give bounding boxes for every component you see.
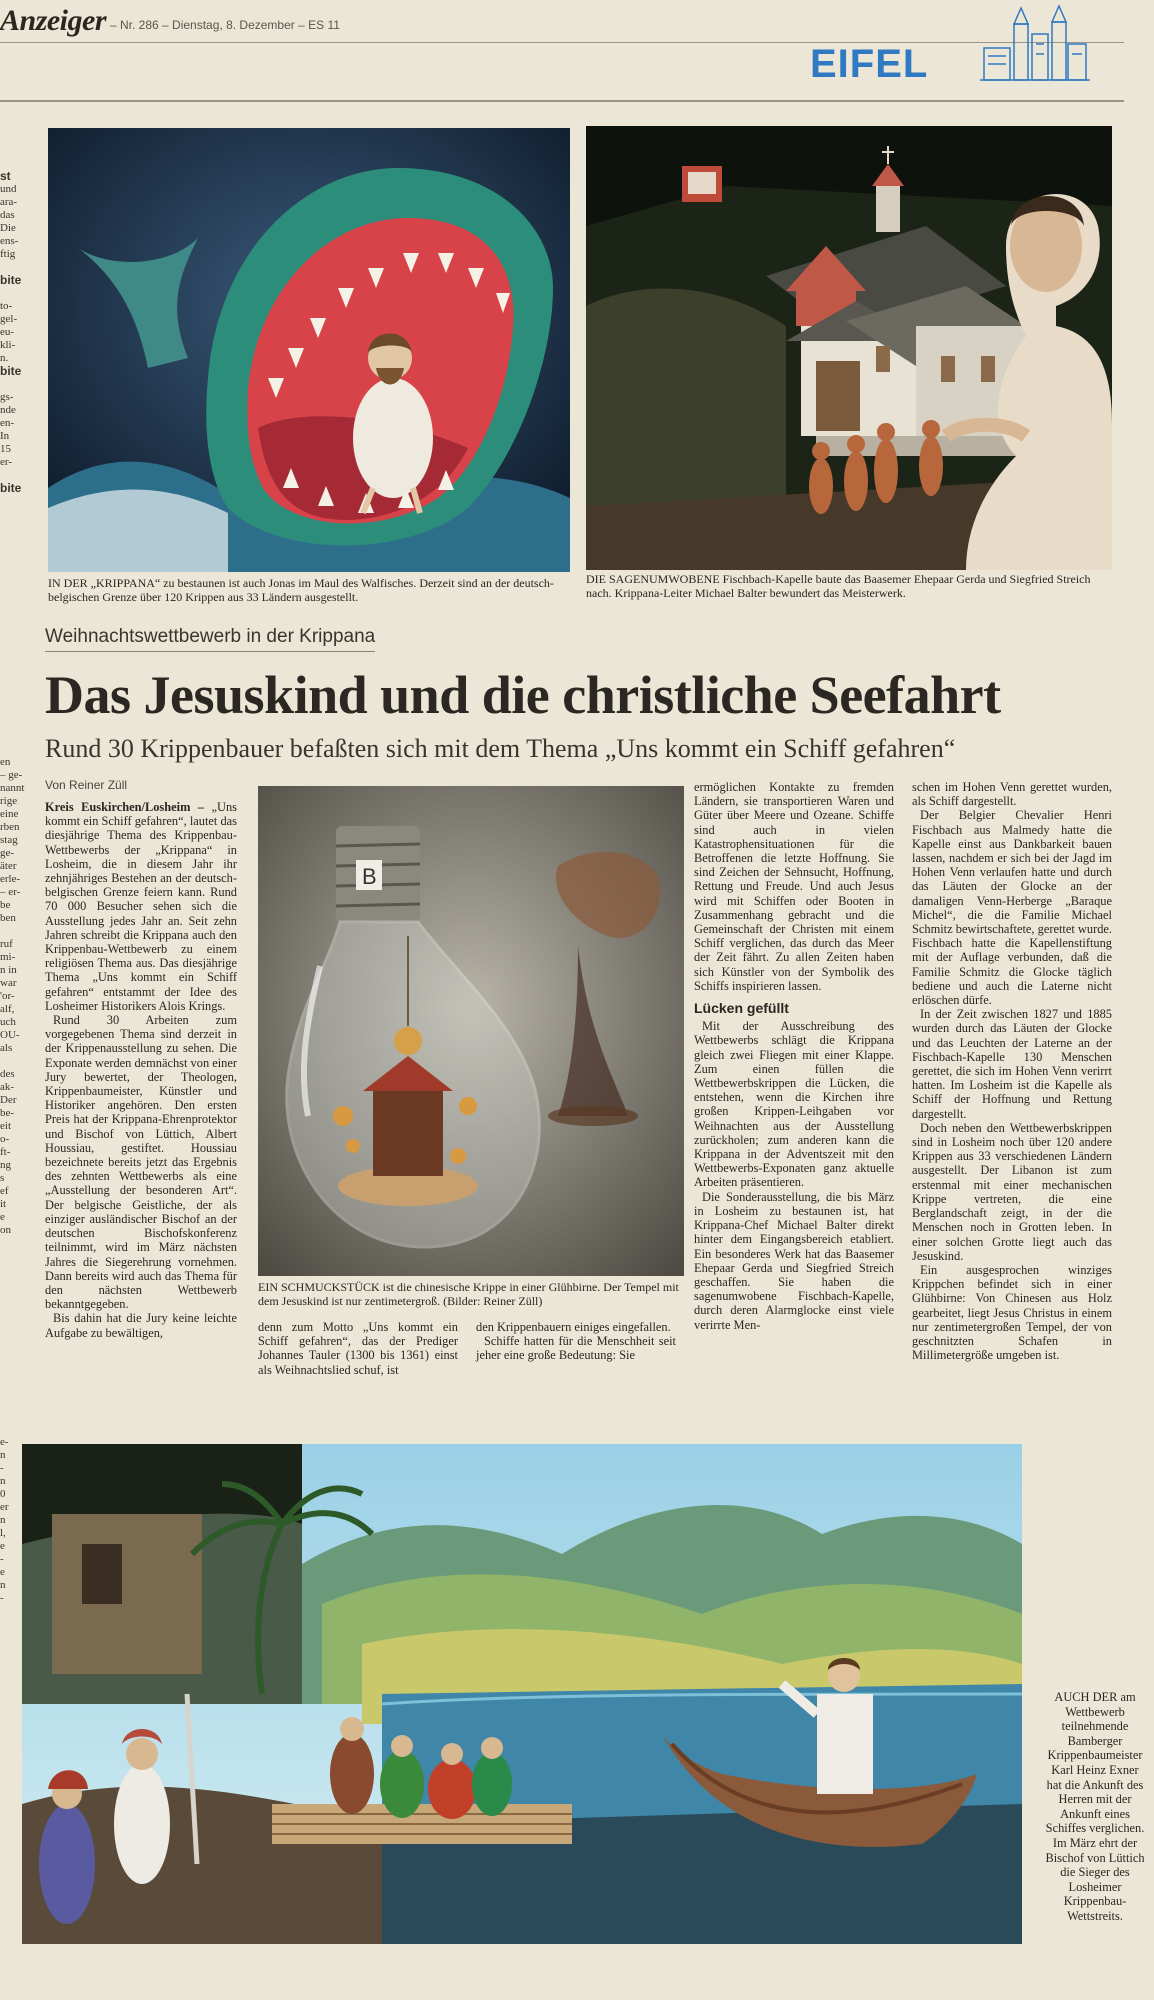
neighbour-text-fragment: -: [0, 1592, 4, 1604]
neighbour-text-fragment: Der: [0, 1094, 17, 1106]
neighbour-text-fragment: on: [0, 1224, 11, 1236]
neighbour-text-fragment: bite: [0, 273, 22, 287]
neighbour-text-fragment: l,: [0, 1527, 6, 1539]
bulb-label: B: [362, 864, 377, 889]
neighbour-text-fragment: er: [0, 1501, 9, 1513]
neighbour-text-fragment: OU-: [0, 1029, 20, 1041]
neighbour-text-fragment: e-: [0, 1436, 9, 1448]
neighbour-text-fragment: ng: [0, 1159, 11, 1171]
article-paragraph: Schiffe hatten für die Menschheit seit jeher eine große Bedeutung: Sie: [476, 1334, 676, 1363]
lightbulb-photo: [258, 786, 684, 1276]
article-paragraph: Doch neben den Wettbewerbskrippen sind in Losheim noch über 120 andere Krippen aus 33 verschiedenen Ländern ausgestellt. Der Libanon ist zum erstenmal mit einer mechanischen Krippe vertreten, die eine Berglandschaft zeigt, in der die Menschen noch in Grotten leben. In einer solchen Grotte liegt auch das Jesuskind.: [912, 1120, 1112, 1263]
issue-info: – Nr. 286 – Dienstag, 8. Dezember – ES 11: [110, 18, 340, 32]
article-subheading: Lücken gefüllt: [694, 1000, 789, 1017]
neighbour-text-fragment: n: [0, 1449, 6, 1461]
neighbour-text-fragment: das: [0, 209, 15, 221]
neighbour-text-fragment: ara-: [0, 196, 18, 208]
article-subhead: Rund 30 Krippenbauer befaßten sich mit dem Thema „Uns kommt ein Schiff gefahren“: [45, 734, 956, 763]
neighbour-text-fragment: s: [0, 1172, 5, 1184]
neighbour-text-fragment: st: [0, 170, 11, 183]
top-rule: [0, 100, 1124, 102]
neighbour-text-fragment: ef: [0, 1185, 9, 1197]
article-headline: Das Jesuskind und die christliche Seefahrt: [45, 665, 1001, 725]
neighbour-text-fragment: uch: [0, 1016, 16, 1028]
neighbour-text-fragment: stag: [0, 834, 18, 846]
neighbour-text-fragment: n: [0, 1475, 6, 1487]
neighbour-text-fragment: alf,: [0, 1003, 15, 1015]
neighbour-text-fragment: n.: [0, 352, 9, 364]
article-paragraph: Die Sonderausstellung, die bis März in Losheim zu bestaunen ist, hat Krippana-Chef Michael Balter direkt hinter dem Eingangsbereich etabliert. Ein besonderes Werk hat das Baasemer Ehepaar Gerda und Siegfried Streich geschaffen. Sie haben die sagenumwobene Fischbach-Kapelle, durch deren Alarmglocke einst viele verirrte Men-: [694, 1189, 894, 1332]
lightbulb-photo-caption: EIN SCHMUCKSTÜCK ist die chinesische Krippe in einer Glühbirne. Der Tempel mit dem Jesuskind ist nur zentimetergroß. (Bilder: Reiner Züll): [258, 1280, 679, 1308]
neighbour-text-fragment: war: [0, 977, 17, 989]
fischbach-chapel-illustration: [586, 126, 1112, 570]
neighbour-text-fragment: und: [0, 183, 17, 195]
neighbour-text-fragment: -: [0, 1462, 4, 1474]
neighbour-text-fragment: erle-: [0, 873, 21, 885]
city-skyline-icon: [980, 4, 1090, 84]
article-paragraph: Rund 30 Arbeiten zum vorgegebenen Thema sind derzeit in der Krippenausstellung zu sehen. Die Exponate werden demnächst von einer Jury bewertet, der Theologen, Krippenbaumeister, Künstler und Historiker angehören. Den ersten Preis hat der Krippana-Ehrenprotektor und Bischof von Lüttich, Albert Houssiau, gestiftet. Houssiau bezeichnete bereits jetzt das Ergebnis des zehnten Wettbewerbs als eine „Ausstellung der besonderen Art“. Der belgische Geistliche, der als einziger ausländischer Bischof an der deutschen Bischofskonferenz teilnimmt, wird im März nächsten Jahres die Siegerehrung vornehmen. Dann bereits wird auch das Thema für den nächsten Wettbewerb bekanntgegeben.: [45, 1013, 237, 1312]
neighbour-text-fragment: gel-: [0, 313, 18, 325]
neighbour-text-fragment: [0, 925, 36, 938]
jesus-boat-scene-illustration: [22, 1444, 1022, 1944]
article-column-2: [258, 1320, 458, 1377]
neighbour-text-fragment: – ge-: [0, 769, 23, 781]
neighbour-text-fragment: e: [0, 1540, 5, 1552]
section-title: EIFEL: [810, 42, 929, 86]
neighbour-text-fragment: 0: [0, 1488, 6, 1500]
neighbour-text-fragment: it: [0, 1198, 7, 1210]
jonas-whale-illustration: [48, 128, 570, 572]
article-column-4: [694, 780, 894, 1332]
article-paragraph: „Uns kommt ein Schiff gefahren“, lautet das diesjährige Thema des Krippenbau-Wettbewerbs der „Krippana“ in Losheim, die in diesem Jahr ihr zehnjähriges Bestehen an der deutsch-belgischen Grenze feiern kann. Rund 70 000 Besucher sehen sich die Ausstellung jedes Jahr an. Seit zehn Jahren schreibt die Krippana auch den Krippenbau-Wettbewerb zu einem religiösen Thema aus. Das diesjährige Thema „Uns kommt ein Schiff gefahren“ entstammt der Idee des Losheimer Historikers Alois Krings.: [45, 800, 237, 1013]
neighbour-text-fragment: 'or-: [0, 990, 15, 1002]
neighbour-text-fragment: ens-: [0, 235, 19, 247]
masthead: [0, 0, 1154, 100]
neighbour-text-fragment: rige: [0, 795, 18, 807]
article-kicker: Weihnachtswettbewerb in der Krippana: [45, 626, 375, 652]
chapel-photo: [586, 126, 1112, 570]
whale-photo-caption: IN DER „KRIPPANA“ zu bestaunen ist auch Jonas im Maul des Walfisches. Derzeit sind an der deutsch-belgischen Grenze über 120 Krippen aus 33 Ländern ausgestellt.: [48, 576, 554, 604]
whale-photo: [48, 128, 570, 572]
neighbour-text-fragment: er-: [0, 456, 12, 468]
neighbour-text-fragment: e: [0, 1211, 5, 1223]
neighbour-text-fragment: 15: [0, 443, 11, 455]
newspaper-logo: Anzeiger: [0, 4, 107, 37]
article-paragraph: In der Zeit zwischen 1827 und 1885 wurden durch das Läuten der Glocke und das Leuchten der Laterne an der Fischbach-Kapelle 130 Menschen gerettet, die sich im Hohen Venn verirrt hatten. Im Losheim ist die Kapelle als Schiff der Hoffnung und Rettung dargestellt.: [912, 1007, 1112, 1121]
neighbour-text-fragment: des: [0, 1068, 15, 1080]
neighbour-text-fragment: Die: [0, 222, 16, 234]
boat-photo-caption: AUCH DER am Wettbewerb teilnehmende Bamberger Krippenbaumeister Karl Heinz Exner hat die Ankunft des Herren mit der Ankunft eines Schiffes verglichen. Im März ehrt der Bischof von Lüttich die Sieger des Losheimer Krippenbau-Wettstreits.: [1045, 1690, 1145, 1923]
neighbour-text-fragment: n: [0, 1579, 6, 1591]
neighbour-text-fragment: n in: [0, 964, 17, 976]
neighbour-text-fragment: kli-: [0, 339, 16, 351]
neighbour-text-fragment: bite: [0, 364, 22, 378]
article-paragraph: denn zum Motto „Uns kommt ein Schiff gefahren“, das der Prediger Johannes Tauler (1300 bis 1361) einst als Weihnachtslied schuf, ist: [258, 1320, 458, 1377]
neighbour-text-fragment: als: [0, 1042, 13, 1054]
neighbour-text-fragment: be-: [0, 1107, 15, 1119]
article-paragraph: Bis dahin hat die Jury keine leichte Aufgabe zu bewältigen,: [45, 1311, 237, 1340]
lightbulb-crib-illustration: [258, 786, 684, 1276]
article-paragraph: Ein ausgesprochen winziges Krippchen befindet sich in einer Glühbirne: Von Chinesen aus Holz gearbeitet, liegt Jesus Christus in einem nur zentimetergroßen Tempel, der von geschnitzten Schafen in Millimetergröße umgeben ist.: [912, 1262, 1112, 1363]
neighbour-text-fragment: -: [0, 1553, 4, 1565]
neighbour-text-fragment: eit: [0, 1120, 11, 1132]
article-paragraph: den Krippenbauern einiges eingefallen.: [476, 1320, 671, 1334]
neighbour-text-fragment: nde: [0, 404, 16, 416]
neighbour-text-fragment: ak-: [0, 1081, 15, 1093]
neighbour-text-fragment: mi-: [0, 951, 16, 963]
masthead-rule: [0, 42, 1124, 43]
neighbour-text-fragment: en-: [0, 417, 15, 429]
neighbour-text-fragment: bite: [0, 481, 22, 495]
article-paragraph: schen im Hohen Venn gerettet wurden, als Schiff dargestellt.: [912, 780, 1112, 809]
neighbour-text-fragment: – er-: [0, 886, 21, 898]
boat-photo: [22, 1444, 1022, 1944]
neighbour-column-top: [0, 170, 36, 630]
article-byline: Von Reiner Züll: [45, 778, 128, 792]
article-paragraph: Mit der Ausschreibung des Wettbewerbs schlägt die Krippana gleich zwei Fliegen mit einer Klappe. Zum einen füllen die Wettbewerbskrippen die Lücken, die entstehen, wenn die Kirchen ihre großen Krippen-Leihgaben vor Weihnachten aus der Ausstellung zurückholen; zum anderen kann die Krippana in der Adventszeit mit den Wettbewerbs-Exponaten ganz aktuelle Arbeiten präsentieren.: [694, 1019, 894, 1190]
article-column-1: [45, 800, 237, 1340]
chapel-photo-caption: DIE SAGENUMWOBENE Fischbach-Kapelle baute das Baasemer Ehepaar Gerda und Siegfried Streich nach. Krippana-Leiter Michael Balter bewundert das Meisterwerk.: [586, 572, 1091, 600]
article-paragraph: Der Belgier Chevalier Henri Fischbach aus Malmedy hatte die Kapelle einst aus Dankbarkeit bauen lassen, nachdem er sich bei der Jagd im Hohen Venn verlaufen hatte und durch das Läuten der Glocke an der damaligen Venn-Herberge „Baraque Michel“, die die Familie Michael Schmitz bewirtschaftete, gerettet wurde. Fischbach hatte die Kapellenstiftung mit der Auflage verbunden, daß die Familie Schmitz die Glocke täglich bediene und auch die Laterne nicht erlöschen dürfe.: [912, 808, 1112, 1008]
neighbour-text-fragment: nannt: [0, 782, 25, 794]
neighbour-text-fragment: be: [0, 899, 11, 911]
neighbour-text-fragment: gs-: [0, 391, 14, 403]
article-paragraph: ermöglichen Kontakte zu fremden Ländern, sie transportieren Waren und Güter über Meere und Ozeane. Schiffe sind auch in vielen Katastrophensituationen für die Betroffenen die letzte Hoffnung. Sie sind Zeichen der Sehnsucht, Hoffnung, Rettung und Freude. Und auch Jesus wird mit Schiffen oder Booten in Zusammenhang gebracht und die Gemeinschaft der Christen mit einem Schiff verglichen, das durch das Meer der Zeit fährt. Zu allen Zeiten haben sich Künstler von der Symbolik des Schiffs inspirieren lassen.: [694, 780, 894, 993]
neighbour-text-fragment: n: [0, 1514, 6, 1526]
neighbour-text-fragment: to-: [0, 300, 13, 312]
neighbour-text-fragment: en: [0, 756, 11, 768]
neighbour-text-fragment: [0, 1055, 36, 1068]
article-column-3: [476, 1320, 676, 1363]
neighbour-text-fragment: ruf: [0, 938, 13, 950]
neighbour-text-fragment: ftig: [0, 248, 16, 260]
article-column-5: [912, 780, 1112, 1362]
neighbour-text-fragment: rben: [0, 821, 20, 833]
neighbour-text-fragment: [0, 378, 36, 391]
neighbour-text-fragment: e: [0, 1566, 5, 1578]
neighbour-text-fragment: In: [0, 430, 10, 442]
neighbour-column-middle: [0, 756, 36, 1376]
neighbour-text-fragment: ben: [0, 912, 16, 924]
neighbour-text-fragment: eine: [0, 808, 19, 820]
neighbour-text-fragment: o-: [0, 1133, 10, 1145]
article-lead-dateline: Kreis Euskirchen/Losheim –: [45, 800, 205, 814]
neighbour-text-fragment: ge-: [0, 847, 15, 859]
neighbour-text-fragment: äter: [0, 860, 17, 872]
neighbour-text-fragment: ft-: [0, 1146, 11, 1158]
neighbour-text-fragment: [0, 287, 36, 300]
neighbour-text-fragment: eu-: [0, 326, 15, 338]
